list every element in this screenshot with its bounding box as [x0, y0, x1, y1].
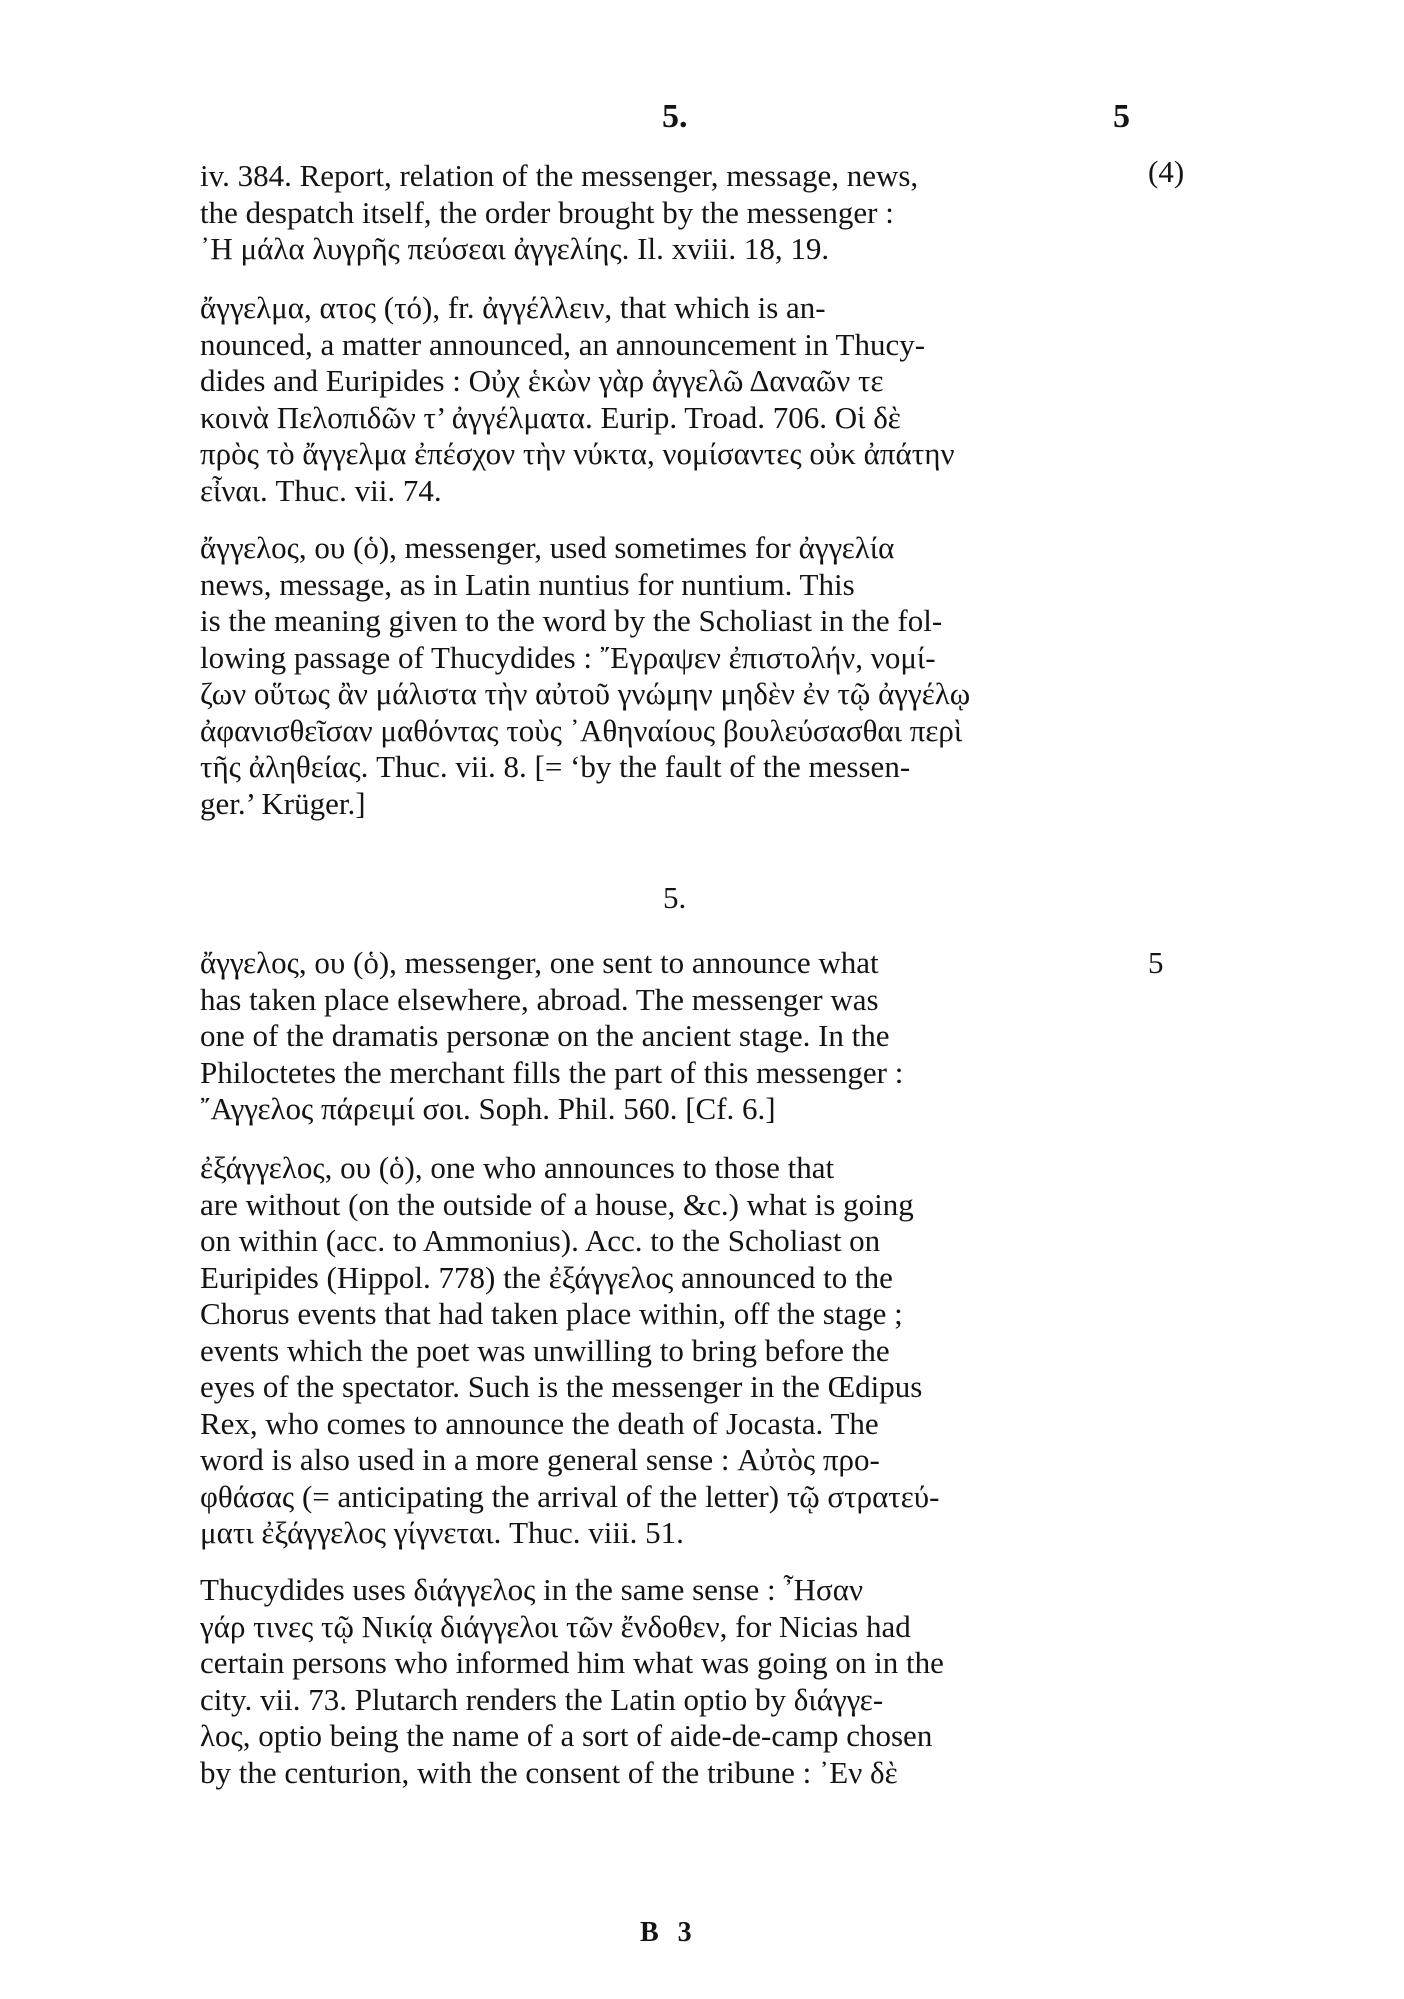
text-line: ἐξάγγελος, ου (ὁ), one who announces to those that	[200, 1150, 835, 1185]
text-line: Euripides (Hippol. 778) the ἐξάγγελος announced to the	[200, 1259, 893, 1295]
text-line: ματι ἐξάγγελος γίγνεται. Thuc. viii. 51.	[200, 1515, 684, 1550]
text-line: events which the poet was unwilling to bring before the	[200, 1332, 890, 1368]
text-line: dides and Euripides : Οὐχ ἑκὼν γὰρ ἀγγελῶ Δαναῶν τε	[200, 363, 884, 398]
text-line: certain persons who informed him what was going on in the	[200, 1645, 944, 1680]
printer-signature-mark: B 3	[640, 1917, 698, 1948]
text-line: word is also used in a more general sense : Αὐτὸς προ-	[200, 1442, 880, 1477]
text-line: ῎Αγγελος πάρειμί σοι. Soph. Phil. 560. [Cf. 6.]	[200, 1091, 776, 1126]
text-line: city. vii. 73. Plutarch renders the Latin optio by διάγγε-	[200, 1681, 884, 1717]
entry-diangelos	[200, 1572, 1140, 1791]
text-line: eyes of the spectator. Such is the messenger in the Œdipus	[200, 1369, 923, 1404]
text-line: ἄγγελος, ου (ὁ), messenger, one sent to announce what	[200, 945, 879, 980]
text-line: Philoctetes the merchant fills the part of this messenger :	[200, 1054, 904, 1090]
text-line: ἄγγελμα, ατος (τό), fr. ἀγγέλλειν, that which is an-	[200, 290, 826, 325]
text-line: ἄγγελος, ου (ὁ), messenger, used sometimes for ἀγγελία	[200, 530, 895, 565]
entry-exangelos	[200, 1150, 1140, 1552]
text-line: has taken place elsewhere, abroad. The messenger was	[200, 981, 879, 1017]
text-line: nounced, a matter announced, an announcement in Thucy-	[200, 326, 926, 362]
text-line: are without (on the outside of a house, &c.) what is going	[200, 1186, 914, 1222]
text-line: ἀφανισθεῖσαν μαθόντας τοὺς ᾿Αθηναίους βουλεύσασθαι περὶ	[200, 712, 963, 748]
text-line: by the centurion, with the consent of the tribune : ᾿Εν δὲ	[200, 1754, 898, 1790]
text-line: iv. 384. Report, relation of the messenger, message, news,	[200, 158, 919, 193]
text-line: ζων οὕτως ἂν μάλιστα τὴν αὐτοῦ γνώμην μηδὲν ἐν τῷ ἀγγέλῳ	[200, 676, 971, 711]
section-heading: 5.	[663, 880, 687, 915]
text-line: ger.’ Krüger.]	[200, 785, 366, 821]
text-line: ᾿Η μάλα λυγρῆς πεύσεαι ἀγγελίης. Il. xviii. 18, 19.	[200, 231, 830, 266]
text-line: εἶναι. Thuc. vii. 74.	[200, 472, 442, 508]
text-line: λος, optio being the name of a sort of aide-de-camp chosen	[200, 1718, 933, 1753]
page-number: 5	[1113, 98, 1130, 135]
text-line: the despatch itself, the order brought by the messenger :	[200, 194, 894, 230]
margin-marker-top: (4)	[1148, 154, 1185, 189]
text-line: τῆς ἀληθείας. Thuc. vii. 8. [= ‘by the fault of the messen-	[200, 749, 911, 784]
text-line: Chorus events that had taken place within, off the stage ;	[200, 1296, 903, 1331]
entry-block-1	[200, 158, 1140, 268]
text-line: news, message, as in Latin nuntius for nuntium. This	[200, 566, 855, 602]
text-line: one of the dramatis personæ on the ancient stage. In the	[200, 1018, 890, 1053]
entry-angelos-1	[200, 530, 1140, 822]
entry-angelma	[200, 290, 1140, 509]
text-line: on within (acc. to Ammonius). Acc. to the Scholiast on	[200, 1223, 881, 1258]
entry-angelos-2	[200, 945, 1140, 1128]
text-line: πρὸς τὸ ἄγγελμα ἐπέσχον τὴν νύκτα, νομίσαντες οὐκ ἀπάτην	[200, 436, 955, 471]
margin-marker-bottom: 5	[1148, 945, 1164, 980]
running-section-label: 5.	[662, 98, 688, 135]
text-line: lowing passage of Thucydides : ῎Εγραψεν ἐπιστολήν, νομί-	[200, 639, 936, 675]
text-line: is the meaning given to the word by the Scholiast in the fol-	[200, 603, 943, 638]
text-line: Thucydides uses διάγγελος in the same sense : ῏Ησαν	[200, 1572, 864, 1607]
text-line: φθάσας (= anticipating the arrival of the letter) τῷ στρατεύ-	[200, 1478, 940, 1514]
text-line: γάρ τινες τῷ Νικίᾳ διάγγελοι τῶν ἔνδοθεν, for Nicias had	[200, 1608, 911, 1644]
text-line: Rex, who comes to announce the death of Jocasta. The	[200, 1405, 879, 1441]
text-line: κοινὰ Πελοπιδῶν τ’ ἀγγέλματα. Eurip. Troad. 706. Οἱ δὲ	[200, 399, 901, 435]
